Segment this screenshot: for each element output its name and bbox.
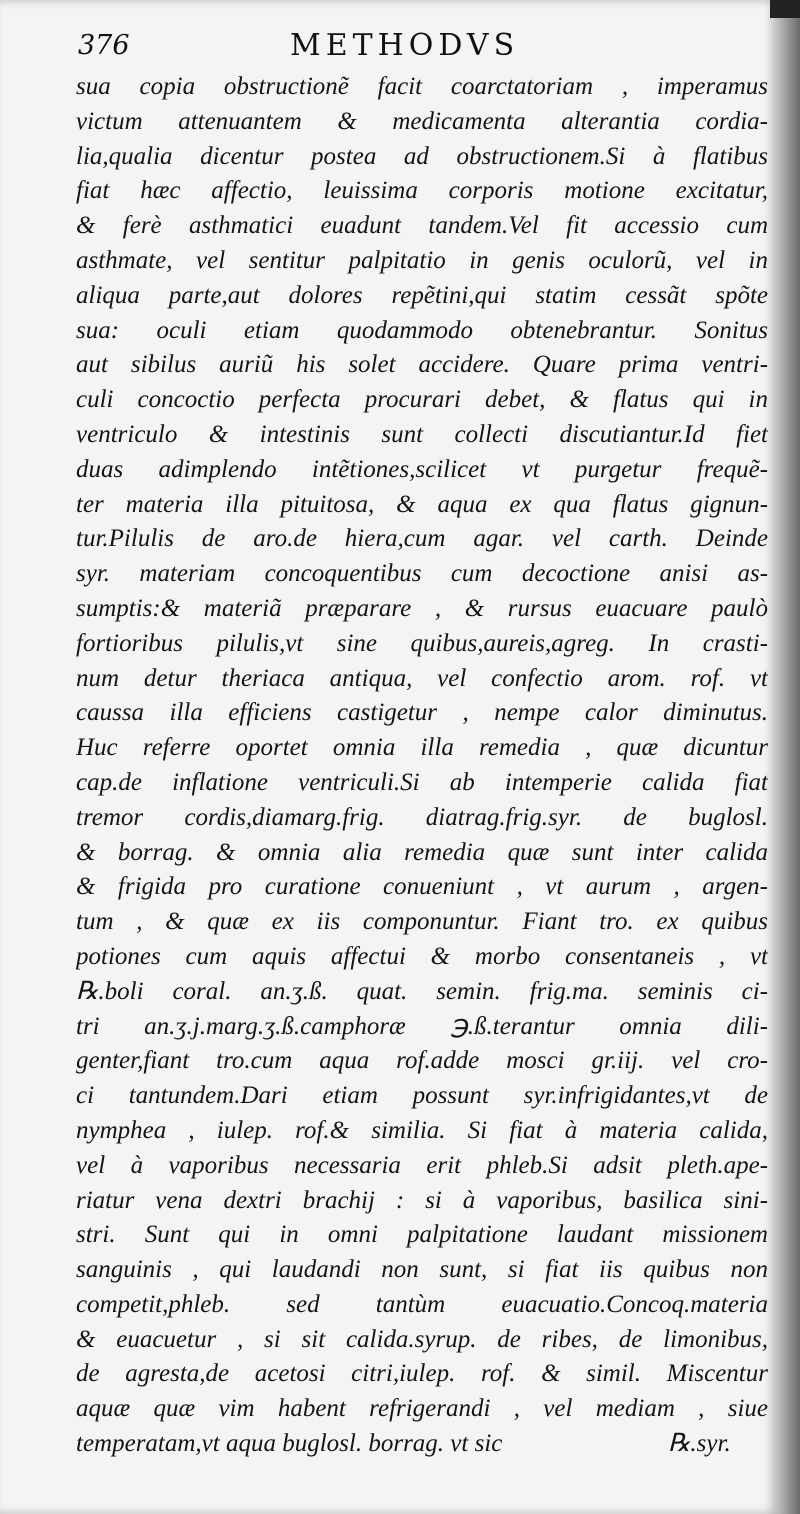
text-line: stri. Sunt qui in omni palpitatione laudant missionem xyxy=(76,1221,768,1249)
text-line: caussa illa efficiens castigetur , nempe calor diminutus. xyxy=(76,699,768,727)
text-line: victum attenuantem & medicamenta alterantia cordia- xyxy=(76,107,768,135)
text-line: ci tantundem.Dari etiam possunt syr.infrigidantes,vt de xyxy=(76,1082,768,1110)
text-line: genter,fiant tro.cum aqua rof.adde mosci gr.iij. vel cro- xyxy=(76,1047,768,1075)
text-line: culi concoctio perfecta procurari debet, & flatus qui in xyxy=(76,386,768,414)
text-line: ventriculo & intestinis sunt collecti discutiantur.Id fiet xyxy=(76,420,768,448)
text-line: & frigida pro curatione conueniunt , vt aurum , argen- xyxy=(76,873,768,901)
text-line: & borrag. & omnia alia remedia quæ sunt inter calida xyxy=(76,838,768,866)
text-line: tur.Pilulis de aro.de hiera,cum agar. vel carth. Deinde xyxy=(76,525,768,553)
text-line: de agresta,de acetosi citri,iulep. rof. & simil. Miscentur xyxy=(76,1360,768,1388)
text-line: fortioribus pilulis,vt sine quibus,aureis,agreg. In crasti- xyxy=(76,629,768,657)
page-number: 376 xyxy=(78,30,130,61)
text-line: riatur vena dextri brachij : si à vaporibus, basilica sini- xyxy=(76,1186,768,1214)
running-head: METHODVS xyxy=(290,28,520,63)
text-line: num detur theriaca antiqua, vel confectio arom. rof. vt xyxy=(76,664,768,692)
text-line: ℞.boli coral. an.ʒ.ß. quat. semin. frig.ma. seminis ci- xyxy=(76,977,768,1005)
text-line: & ferè asthmatici euadunt tandem.Vel fit accessio cum xyxy=(76,212,768,240)
text-line: duas adimplendo intẽtiones,scilicet vt purgetur frequẽ- xyxy=(76,455,768,483)
text-line: competit,phleb. sed tantùm euacuatio.Concoq.materia xyxy=(76,1290,768,1318)
text-line: tri an.ʒ.j.marg.ʒ.ß.camphoræ ℈.ß.terantur omnia dili- xyxy=(76,1012,768,1040)
text-line: sanguinis , qui laudandi non sunt, si fiat iis quibus non xyxy=(76,1256,768,1284)
text-line: tremor cordis,diamarg.frig. diatrag.frig.syr. de buglosl. xyxy=(76,803,768,831)
text-line: Huc referre oportet omnia illa remedia , quæ dicuntur xyxy=(76,734,768,762)
text-line: sumptis:& materiã præparare , & rursus euacuare paulò xyxy=(76,594,768,622)
text-line: ter materia illa pituitosa, & aqua ex qua flatus gignun- xyxy=(76,490,768,518)
text-line: syr. materiam concoquentibus cum decoctione anisi as- xyxy=(76,560,768,588)
text-line: sua: oculi etiam quodammodo obtenebrantur. Sonitus xyxy=(76,316,768,344)
text-line: potiones cum aquis affectui & morbo consentaneis , vt xyxy=(76,942,768,970)
text-line: asthmate, vel sentitur palpitatio in genis oculorũ, vel in xyxy=(76,246,768,274)
text-line: aut sibilus auriũ his solet accidere. Quare prima ventri- xyxy=(76,351,768,379)
text-line: temperatam,vt aqua buglosl. borrag. vt sic xyxy=(76,1430,503,1458)
text-line: aquæ quæ vim habent refrigerandi , vel mediam , siue xyxy=(76,1395,768,1423)
page-header xyxy=(78,28,768,68)
text-line: sua copia obstructionẽ facit coarctatoriam , imperamus xyxy=(76,73,768,100)
text-line: nymphea , iulep. rof.& similia. Si fiat à materia calida, xyxy=(76,1116,768,1144)
page-edge-shadow xyxy=(778,0,800,1514)
text-line: tum , & quæ ex iis componuntur. Fiant tro. ex quibus xyxy=(76,908,768,936)
page-corner-strip xyxy=(770,0,800,18)
catchword: ℞.syr. xyxy=(668,1430,731,1457)
text-line: cap.de inflatione ventriculi.Si ab intemperie calida fiat xyxy=(76,768,768,796)
text-line: lia,qualia dicentur postea ad obstructionem.Si à flatibus xyxy=(76,142,768,170)
text-line: & euacuetur , si sit calida.syrup. de ribes, de limonibus, xyxy=(76,1325,768,1353)
text-line: vel à vaporibus necessaria erit phleb.Si adsit pleth.ape- xyxy=(76,1151,768,1179)
body-text xyxy=(76,70,768,1462)
text-line: aliqua parte,aut dolores repẽtini,qui statim cessãt spõte xyxy=(76,281,768,309)
text-line: fiat hæc affectio, leuissima corporis motione excitatur, xyxy=(76,177,768,205)
